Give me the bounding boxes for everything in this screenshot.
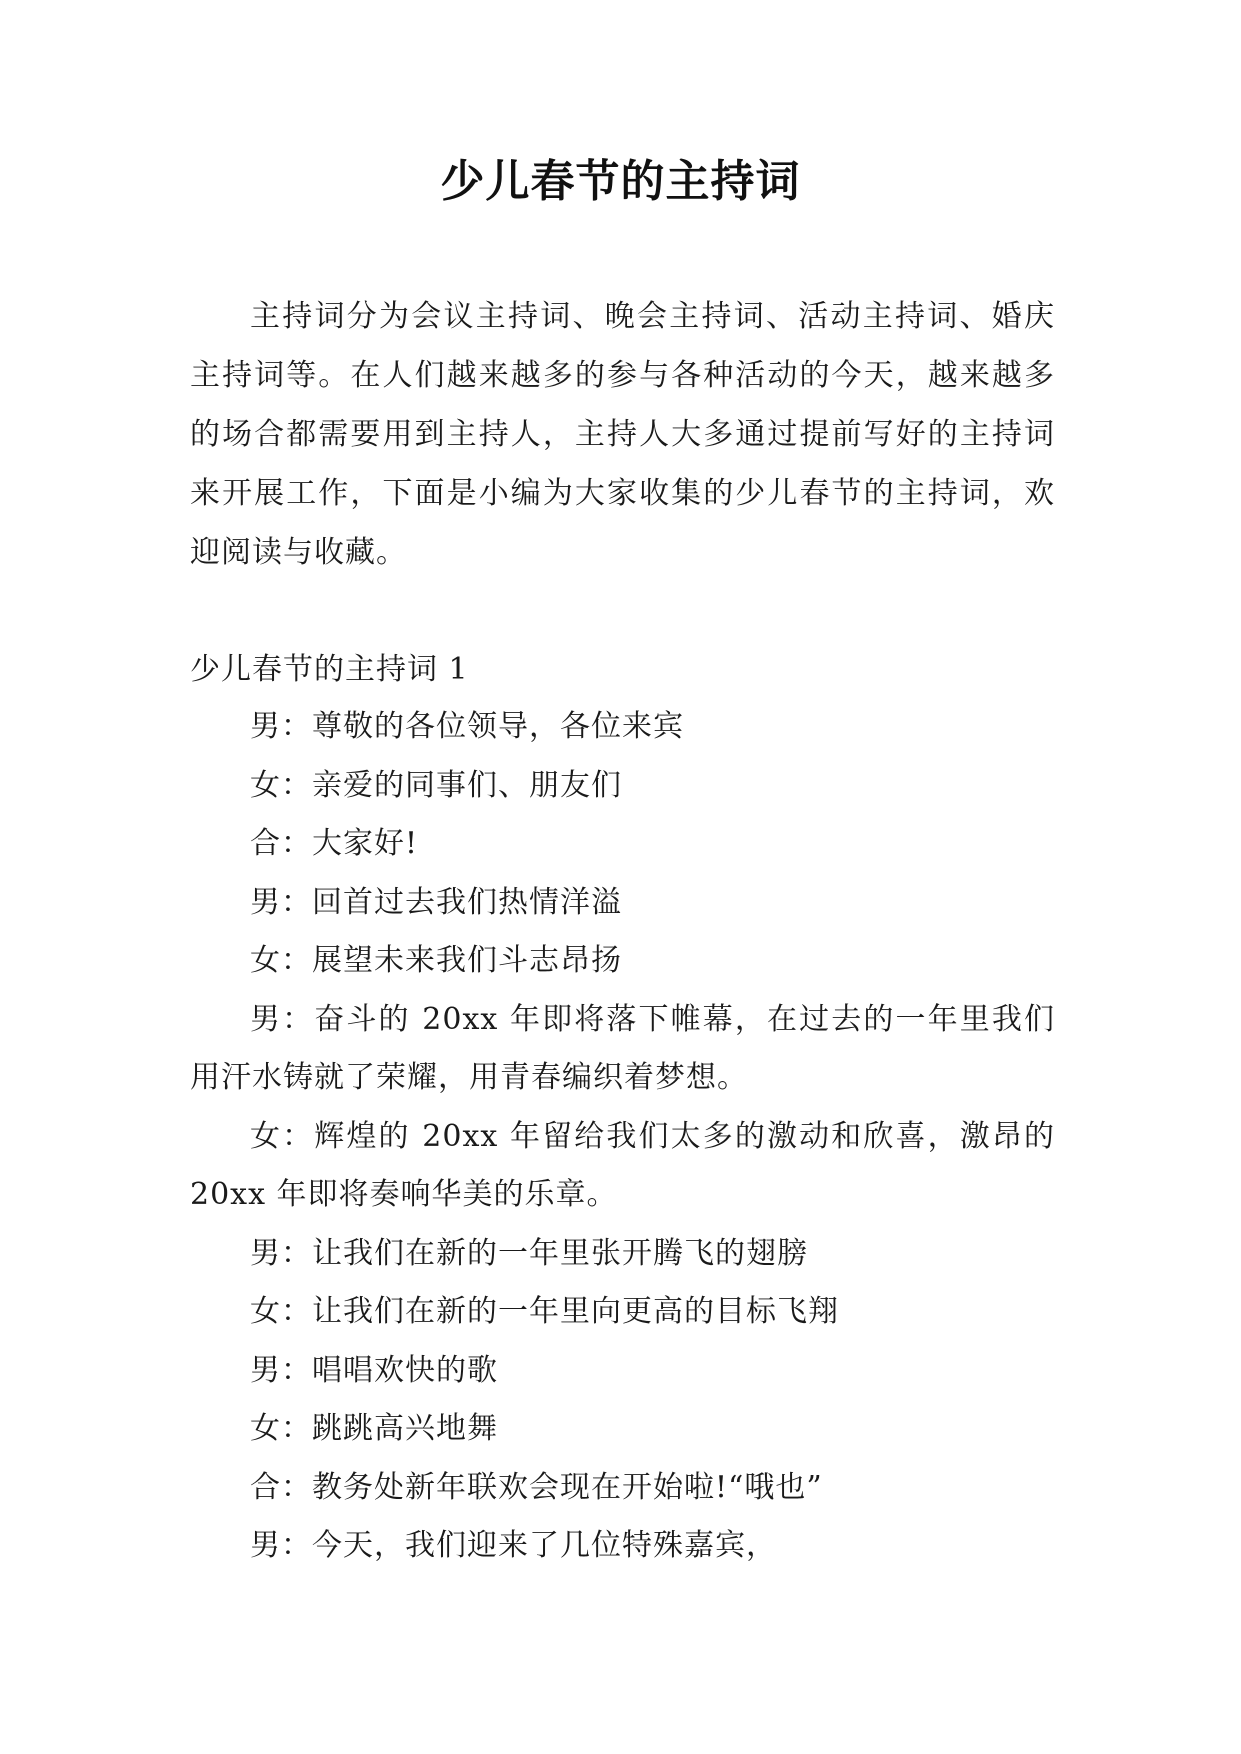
dialog-line: 合：教务处新年联欢会现在开始啦!“哦也” xyxy=(250,1469,823,1505)
dialog-line: 女：辉煌的 20xx 年留给我们太多的激动和欣喜，激昂的 20xx 年即将奏响华美的乐章。 xyxy=(190,1118,1055,1212)
dialog-line: 女：亲爱的同事们、朋友们 xyxy=(250,767,622,803)
dialog-line: 女：让我们在新的一年里向更高的目标飞翔 xyxy=(250,1294,839,1329)
intro-paragraph: 主持词分为会议主持词、晚会主持词、活动主持词、婚庆主持词等。在人们越来越多的参与各种活动的今天，越来越多的场合都需要用到主持人，主持人大多通过提前写好的主持词来开展工作，下面是小编为大家收集的少儿春节的主持词，欢迎阅读与收藏。 xyxy=(190,299,1055,570)
dialog-line: 男：让我们在新的一年里张开腾飞的翅膀 xyxy=(250,1235,808,1271)
dialog-line: 男：今天，我们迎来了几位特殊嘉宾， xyxy=(250,1528,777,1563)
dialog-line: 女：跳跳高兴地舞 xyxy=(250,1411,498,1446)
dialog-line: 男：唱唱欢快的歌 xyxy=(250,1352,498,1388)
document-title: 少儿春节的主持词 xyxy=(440,156,801,207)
section-heading: 少儿春节的主持词 1 xyxy=(190,652,469,687)
dialog-line: 合：大家好! xyxy=(250,826,419,861)
dialog-line: 男：回首过去我们热情洋溢 xyxy=(250,884,622,920)
dialog-line: 男：奋斗的 20xx 年即将落下帷幕，在过去的一年里我们用汗水铸就了荣耀，用青春编织着梦想。 xyxy=(190,1001,1055,1095)
dialog-line: 男：尊敬的各位领导，各位来宾 xyxy=(250,709,684,744)
dialog-line: 女：展望未来我们斗志昂扬 xyxy=(250,943,622,978)
dialog-list xyxy=(190,698,1055,1576)
